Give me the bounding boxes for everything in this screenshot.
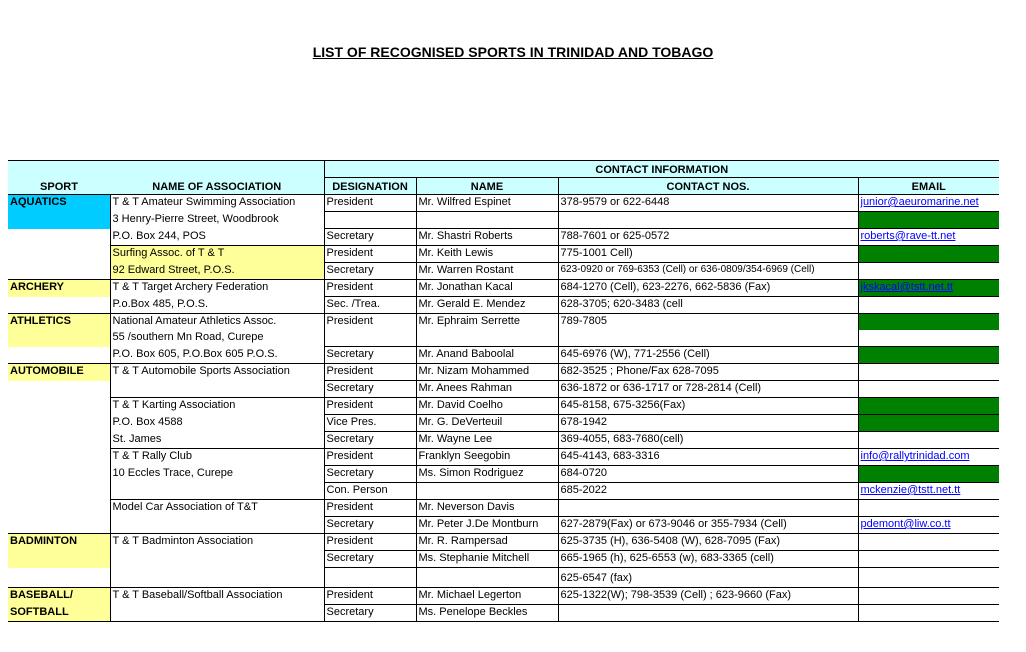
phone-cell: 685-2022: [558, 483, 858, 500]
header-sport: SPORT: [8, 178, 110, 195]
designation-cell: Vice Pres.: [324, 415, 416, 432]
email-cell: [858, 551, 999, 568]
assoc-cell: P.O. Box 244, POS: [110, 229, 324, 246]
phone-cell: 645-8158, 675-3256(Fax): [558, 398, 858, 415]
designation-cell: [324, 330, 416, 347]
sport-empty: [8, 432, 110, 449]
table-row: [8, 551, 999, 568]
name-cell: Mr. Wilfred Espinet: [416, 195, 558, 212]
email-link[interactable]: mckenzie@tstt.net.tt: [858, 483, 999, 500]
designation-cell: President: [324, 364, 416, 381]
name-cell: [416, 212, 558, 229]
phone-cell: 625-3735 (H), 636-5408 (W), 628-7095 (Fax): [558, 534, 858, 551]
table-row: [8, 432, 999, 449]
table-row: [8, 364, 999, 381]
designation-cell: Secretary: [324, 381, 416, 398]
email-cell-filled: [858, 212, 999, 229]
table-row: [8, 330, 999, 347]
email-cell: [858, 568, 999, 588]
email-cell: [858, 330, 999, 347]
email-cell-filled: [858, 415, 999, 432]
email-cell-filled: [858, 466, 999, 483]
header-designation: DESIGNATION: [324, 178, 416, 195]
email-cell: [858, 605, 999, 622]
name-cell: Franklyn Seegobin: [416, 449, 558, 466]
table-row: [8, 314, 999, 331]
name-cell: Mr. Wayne Lee: [416, 432, 558, 449]
phone-cell: 627-2879(Fax) or 673-9046 or 355-7934 (Cell): [558, 517, 858, 534]
name-cell: [416, 330, 558, 347]
assoc-cell: [110, 381, 324, 398]
phone-cell: [558, 500, 858, 517]
designation-cell: Secretary: [324, 551, 416, 568]
header-sport-top: [8, 161, 110, 178]
name-cell: Mr. Anees Rahman: [416, 381, 558, 398]
table-row: [8, 398, 999, 415]
assoc-cell: T & T Karting Association: [110, 398, 324, 415]
phone-cell: 665-1965 (h), 625-6553 (w), 683-3365 (cell): [558, 551, 858, 568]
sport-empty: [8, 568, 110, 588]
name-cell: Ms. Stephanie Mitchell: [416, 551, 558, 568]
sport-fill: [8, 212, 110, 229]
designation-cell: Con. Person: [324, 483, 416, 500]
table-row: [8, 415, 999, 432]
name-cell: Mr. David Coelho: [416, 398, 558, 415]
sport-aquatics: AQUATICS: [8, 195, 110, 212]
table-row: [8, 195, 999, 212]
sport-empty: [8, 297, 110, 314]
table-row: [8, 483, 999, 500]
email-link[interactable]: junior@aeuromarine.net: [858, 195, 999, 212]
email-cell: [858, 588, 999, 605]
phone-cell: 678-1942: [558, 415, 858, 432]
email-cell: [858, 297, 999, 314]
email-link[interactable]: roberts@rave-tt.net: [858, 229, 999, 246]
phone-cell: [558, 212, 858, 229]
sport-empty: [8, 347, 110, 364]
designation-cell: President: [324, 280, 416, 297]
name-cell: Mr. Shastri Roberts: [416, 229, 558, 246]
assoc-cell: [110, 483, 324, 500]
header-contact-info: CONTACT INFORMATION: [324, 161, 999, 178]
designation-cell: President: [324, 246, 416, 263]
name-cell: Mr. Peter J.De Montburn: [416, 517, 558, 534]
table-row: [8, 263, 999, 280]
table-row: [8, 568, 999, 588]
designation-cell: President: [324, 500, 416, 517]
name-cell: [416, 483, 558, 500]
assoc-cell: T & T Badminton Association: [110, 534, 324, 551]
designation-cell: President: [324, 195, 416, 212]
assoc-cell: T & T Rally Club: [110, 449, 324, 466]
designation-cell: President: [324, 534, 416, 551]
assoc-cell: St. James: [110, 432, 324, 449]
email-cell: [858, 500, 999, 517]
phone-cell: 369-4055, 683-7680(cell): [558, 432, 858, 449]
table-row: [8, 280, 999, 297]
email-cell-filled: [858, 398, 999, 415]
phone-cell: 628-3705; 620-3483 (cell: [558, 297, 858, 314]
phone-cell: 788-7601 or 625-0572: [558, 229, 858, 246]
phone-cell: 684-0720: [558, 466, 858, 483]
email-cell: [858, 534, 999, 551]
sport-empty: [8, 466, 110, 483]
email-link[interactable]: jkskacal@tstt.net.tt: [858, 280, 999, 297]
sport-empty: [8, 449, 110, 466]
name-cell: Mr. Ephraim Serrette: [416, 314, 558, 331]
table-row: [8, 229, 999, 246]
phone-cell: 775-1001 Cell): [558, 246, 858, 263]
sport-automobile: AUTOMOBILE: [8, 364, 110, 381]
designation-cell: Secretary: [324, 263, 416, 280]
assoc-cell: Model Car Association of T&T: [110, 500, 324, 517]
sport-badminton: BADMINTON: [8, 534, 110, 551]
sport-empty: [8, 229, 110, 246]
table-row: [8, 534, 999, 551]
phone-cell: 684-1270 (Cell), 623-2276, 662-5836 (Fax): [558, 280, 858, 297]
name-cell: Mr. G. DeVerteuil: [416, 415, 558, 432]
table-row: [8, 347, 999, 364]
assoc-cell: T & T Target Archery Federation: [110, 280, 324, 297]
email-cell: [858, 364, 999, 381]
designation-cell: [324, 568, 416, 588]
name-cell: Mr. Jonathan Kacal: [416, 280, 558, 297]
phone-cell: [558, 605, 858, 622]
assoc-cell: [110, 568, 324, 588]
designation-cell: President: [324, 588, 416, 605]
table-row: [8, 449, 999, 466]
email-link[interactable]: pdemont@liw.co.tt: [858, 517, 999, 534]
table-row: [8, 381, 999, 398]
name-cell: Mr. Neverson Davis: [416, 500, 558, 517]
designation-cell: President: [324, 314, 416, 331]
email-cell-filled: [858, 314, 999, 331]
assoc-cell: Surfing Assoc. of T & T: [110, 246, 324, 263]
sport-archery: ARCHERY: [8, 280, 110, 297]
name-cell: Mr. Keith Lewis: [416, 246, 558, 263]
table-row: [8, 605, 999, 622]
designation-cell: Sec. /Trea.: [324, 297, 416, 314]
sport-empty: [8, 483, 110, 500]
designation-cell: Secretary: [324, 347, 416, 364]
name-cell: Mr. R. Rampersad: [416, 534, 558, 551]
designation-cell: Secretary: [324, 432, 416, 449]
designation-cell: Secretary: [324, 605, 416, 622]
sport-fill: [8, 330, 110, 347]
assoc-cell: P.o.Box 485, P.O.S.: [110, 297, 324, 314]
name-cell: Mr. Anand Baboolal: [416, 347, 558, 364]
email-cell: [858, 381, 999, 398]
sport-baseball: BASEBALL/: [8, 588, 110, 605]
assoc-cell: 3 Henry-Pierre Street, Woodbrook: [110, 212, 324, 229]
sport-empty: [8, 517, 110, 534]
assoc-cell: [110, 517, 324, 534]
sport-fill: [8, 551, 110, 568]
name-cell: Mr. Gerald E. Mendez: [416, 297, 558, 314]
table-row: [8, 517, 999, 534]
table-row: [8, 588, 999, 605]
phone-cell: 645-6976 (W), 771-2556 (Cell): [558, 347, 858, 364]
sports-table: [8, 160, 999, 622]
sport-empty: [8, 398, 110, 415]
name-cell: Ms. Penelope Beckles: [416, 605, 558, 622]
designation-cell: [324, 212, 416, 229]
assoc-cell: National Amateur Athletics Assoc.: [110, 314, 324, 331]
sport-empty: [8, 415, 110, 432]
table-row: [8, 500, 999, 517]
header-assoc-top: [110, 161, 324, 178]
assoc-cell: [110, 551, 324, 568]
phone-cell: 789-7805: [558, 314, 858, 331]
designation-cell: President: [324, 449, 416, 466]
page-title: LIST OF RECOGNISED SPORTS IN TRINIDAD AND TOBAGO: [312, 44, 714, 60]
email-cell: [858, 432, 999, 449]
email-link[interactable]: info@rallytrinidad.com: [858, 449, 999, 466]
assoc-cell: 55 /southern Mn Road, Curepe: [110, 330, 324, 347]
phone-cell: 645-4143, 683-3316: [558, 449, 858, 466]
sport-softball: SOFTBALL: [8, 605, 110, 622]
assoc-cell: T & T Baseball/Softball Association: [110, 588, 324, 605]
designation-cell: Secretary: [324, 466, 416, 483]
table-row: [8, 297, 999, 314]
phone-cell: [558, 330, 858, 347]
phone-cell: 636-1872 or 636-1717 or 728-2814 (Cell): [558, 381, 858, 398]
assoc-cell: P.O. Box 605, P.O.Box 605 P.O.S.: [110, 347, 324, 364]
name-cell: Mr. Warren Rostant: [416, 263, 558, 280]
header-contact-nos: CONTACT NOS.: [558, 178, 858, 195]
header-email: EMAIL: [858, 178, 999, 195]
email-cell-filled: [858, 347, 999, 364]
phone-cell: 625-1322(W); 798-3539 (Cell) ; 623-9660 (Fax): [558, 588, 858, 605]
email-cell-filled: [858, 246, 999, 263]
name-cell: Mr. Nizam Mohammed: [416, 364, 558, 381]
sport-empty: [8, 246, 110, 263]
assoc-cell: P.O. Box 4588: [110, 415, 324, 432]
assoc-cell: T & T Automobile Sports Association: [110, 364, 324, 381]
header-name: NAME: [416, 178, 558, 195]
sport-empty: [8, 381, 110, 398]
table-row: [8, 466, 999, 483]
assoc-cell: 10 Eccles Trace, Curepe: [110, 466, 324, 483]
table-row: [8, 246, 999, 263]
sport-empty: [8, 500, 110, 517]
name-cell: Ms. Simon Rodriguez: [416, 466, 558, 483]
email-cell: [858, 263, 999, 280]
name-cell: [416, 568, 558, 588]
header-association: NAME OF ASSOCIATION: [110, 178, 324, 195]
sport-athletics: ATHLETICS: [8, 314, 110, 331]
designation-cell: Secretary: [324, 229, 416, 246]
name-cell: Mr. Michael Legerton: [416, 588, 558, 605]
phone-cell: 623-0920 or 769-6353 (Cell) or 636-0809/354-6969 (Cell): [558, 263, 858, 280]
sport-empty: [8, 263, 110, 280]
designation-cell: President: [324, 398, 416, 415]
assoc-cell: T & T Amateur Swimming Association: [110, 195, 324, 212]
assoc-cell: [110, 605, 324, 622]
phone-cell: 625-6547 (fax): [558, 568, 858, 588]
assoc-cell: 92 Edward Street, P.O.S.: [110, 263, 324, 280]
table-row: [8, 212, 999, 229]
phone-cell: 378-9579 or 622-6448: [558, 195, 858, 212]
designation-cell: Secretary: [324, 517, 416, 534]
phone-cell: 682-3525 ; Phone/Fax 628-7095: [558, 364, 858, 381]
